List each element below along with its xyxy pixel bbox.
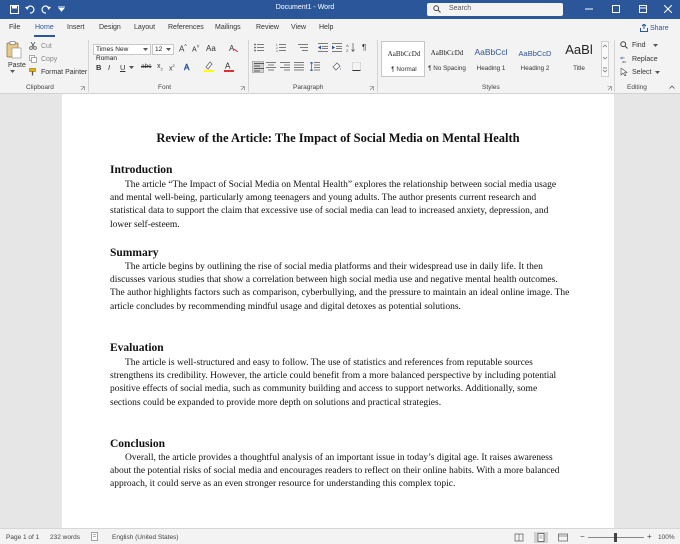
language-indicator[interactable]: English (United States) xyxy=(112,534,179,541)
chevron-down-icon xyxy=(653,44,658,47)
tab-layout[interactable]: Layout xyxy=(134,24,156,31)
tab-mailings[interactable]: Mailings xyxy=(215,24,241,31)
font-family-value: Times New Roman xyxy=(96,46,129,62)
minimize-button[interactable] xyxy=(583,3,595,15)
underline-icon[interactable]: U xyxy=(120,63,126,72)
paragraph-launcher-icon[interactable] xyxy=(369,86,374,91)
restore-button[interactable] xyxy=(610,3,622,15)
document-area xyxy=(0,94,680,528)
replace-icon xyxy=(620,55,628,63)
group-separator xyxy=(248,40,249,92)
replace-button[interactable] xyxy=(620,55,658,63)
style-no-spacing[interactable] xyxy=(425,41,469,77)
search-icon xyxy=(433,5,441,13)
subscript-icon[interactable]: $x_2$ xyxy=(157,63,163,72)
find-label: Find xyxy=(631,41,646,49)
style-preview: AaBl xyxy=(565,42,593,57)
style-heading-2[interactable] xyxy=(513,41,557,77)
style-preview: AaBbCcDd xyxy=(387,50,421,58)
align-right-icon[interactable] xyxy=(280,62,290,71)
underline-dropdown-icon[interactable] xyxy=(129,66,134,69)
undo-icon[interactable] xyxy=(24,3,36,15)
group-separator xyxy=(377,40,378,92)
search-icon xyxy=(620,41,628,49)
paste-dropdown-icon[interactable] xyxy=(10,70,15,73)
paste-label: Paste xyxy=(8,62,26,69)
scissors-icon xyxy=(29,42,37,50)
search-input[interactable] xyxy=(427,3,563,16)
font-family-select[interactable] xyxy=(93,44,151,62)
svg-text:ab: ab xyxy=(620,55,625,60)
style-heading-1[interactable] xyxy=(469,41,513,77)
grow-font-icon[interactable]: A^ xyxy=(179,44,187,54)
highlight-icon[interactable] xyxy=(204,61,214,72)
section-paragraph: Overall, the article provides a thoughtful analysis of an important issue in today’s digital age. It raises awareness about the potential risks of social media and encourages readers to reflect on their online habits. With a more balanced approach, it could serve as an even stronger resource for understanding this complex topic. xyxy=(110,453,560,490)
svg-text:ac: ac xyxy=(622,59,627,63)
section-heading: Introduction xyxy=(110,164,173,176)
copy-icon xyxy=(29,55,37,63)
paintbrush-icon xyxy=(29,68,37,76)
shrink-font-icon[interactable]: A˅ xyxy=(192,44,200,54)
font-size-select[interactable] xyxy=(152,44,174,55)
title-bar xyxy=(0,0,680,19)
superscript-icon[interactable]: $x^2$ xyxy=(169,63,175,73)
collapse-ribbon-icon[interactable] xyxy=(669,85,675,89)
section-heading: Conclusion xyxy=(110,438,165,450)
increase-indent-icon[interactable] xyxy=(332,43,342,52)
document-title-heading: Review of the Article: The Impact of Social Media on Mental Health xyxy=(156,131,520,145)
align-center-icon[interactable] xyxy=(266,62,276,71)
paste-button[interactable] xyxy=(6,41,22,59)
sort-icon[interactable] xyxy=(346,43,355,52)
numbering-icon[interactable] xyxy=(276,43,286,52)
format-painter-label: Format Painter xyxy=(40,68,88,76)
style-name: Heading 2 xyxy=(520,65,550,72)
style-preview: AaBbCcDd xyxy=(430,49,464,57)
styles-gallery-scroll[interactable] xyxy=(601,41,609,77)
search-placeholder: Search xyxy=(449,5,472,12)
style-preview: AaBbCcl xyxy=(474,47,508,57)
justify-icon[interactable] xyxy=(294,62,304,71)
clipboard-group-label: Clipboard xyxy=(26,84,54,91)
bullets-icon[interactable] xyxy=(254,43,264,52)
copy-button[interactable] xyxy=(29,55,57,63)
replace-label: Replace xyxy=(631,55,658,63)
zoom-out-button[interactable]: − xyxy=(580,532,585,541)
share-icon xyxy=(640,24,648,32)
tab-file[interactable]: File xyxy=(9,24,21,31)
section-heading: Summary xyxy=(110,247,159,259)
section-paragraph: The article is well-structured and easy to follow. The use of statistics and references from reputable sources strengthens its credibility. However, the article could benefit from a more balanced perspective by including potential positive effects of social media, such as community building and access to support networks. Additionally, some sections could be expanded to provide more depth on solutions and practical strategies. xyxy=(110,358,557,408)
cursor-icon xyxy=(620,68,628,76)
tab-view[interactable]: View xyxy=(291,24,307,31)
font-group-label: Font xyxy=(158,84,172,91)
document-page[interactable] xyxy=(62,94,614,528)
svg-text:3: 3 xyxy=(276,49,278,52)
svg-text:1: 1 xyxy=(276,43,278,47)
decrease-indent-icon[interactable] xyxy=(318,43,328,52)
select-label: Select xyxy=(631,68,652,76)
clear-formatting-icon[interactable] xyxy=(229,43,238,52)
tab-help[interactable]: Help xyxy=(319,24,334,31)
svg-text:Z: Z xyxy=(346,48,349,52)
group-separator xyxy=(614,40,615,92)
text-effects-icon[interactable] xyxy=(184,62,193,72)
chevron-down-icon xyxy=(143,48,148,51)
style-normal[interactable] xyxy=(381,41,425,77)
find-button[interactable] xyxy=(620,41,658,49)
style-preview: AaBbCcD xyxy=(518,49,552,58)
tab-references[interactable]: References xyxy=(168,24,204,31)
tab-review[interactable]: Review xyxy=(256,24,279,31)
close-button[interactable] xyxy=(662,3,674,15)
svg-text:A: A xyxy=(229,44,235,52)
tab-design[interactable]: Design xyxy=(99,24,121,31)
section-paragraph: The article begins by outlining the rise of social media platforms and their widespread use in daily life. It then discusses various studies that show a correlation between high social media use and negative mental health outcomes. The author highlights factors such as comparison, cyberbullying, and the pressure to maintain an ideal online image. The article concludes by recommending mindful usage and digital detoxes as potential solutions. xyxy=(110,262,570,312)
align-left-icon[interactable] xyxy=(252,61,264,73)
zoom-slider-thumb[interactable] xyxy=(614,533,617,542)
strikethrough-icon[interactable]: abc xyxy=(141,63,152,70)
tab-insert[interactable]: Insert xyxy=(67,24,85,31)
section-heading: Evaluation xyxy=(110,342,164,354)
redo-icon[interactable] xyxy=(40,3,52,15)
svg-text:2: 2 xyxy=(276,46,278,50)
paragraph-group-label: Paragraph xyxy=(293,84,324,91)
style-name: ¶ Normal xyxy=(391,66,417,73)
share-label: Share xyxy=(649,24,669,32)
change-case-icon[interactable]: Aa xyxy=(206,44,216,53)
svg-text:A: A xyxy=(346,43,349,48)
format-painter-button[interactable] xyxy=(29,68,87,76)
style-title[interactable] xyxy=(557,41,601,77)
group-separator xyxy=(88,40,89,92)
styles-launcher-icon[interactable] xyxy=(607,86,612,91)
bold-icon[interactable]: B xyxy=(96,63,102,72)
ribbon-display-icon[interactable] xyxy=(637,3,649,15)
cut-button[interactable] xyxy=(29,42,52,50)
shading-icon[interactable] xyxy=(332,62,342,71)
copy-label: Copy xyxy=(40,55,58,63)
tab-home[interactable]: Home xyxy=(35,24,54,31)
font-launcher-icon[interactable] xyxy=(240,86,245,91)
editing-group-label: Editing xyxy=(627,84,647,91)
document-title: Document1 - Word xyxy=(275,4,335,11)
show-formatting-marks-icon[interactable]: ¶ xyxy=(362,43,367,52)
save-icon[interactable] xyxy=(8,3,20,15)
print-layout-button[interactable] xyxy=(534,532,548,543)
style-name: Title xyxy=(573,65,585,72)
status-bar xyxy=(0,528,680,544)
styles-group-label: Styles xyxy=(482,84,500,91)
ribbon-tabs xyxy=(0,19,680,37)
svg-text:A: A xyxy=(184,63,190,72)
style-name: ¶ No Spacing xyxy=(428,65,466,72)
proofing-icon[interactable] xyxy=(91,532,100,541)
share-button[interactable] xyxy=(640,24,669,32)
clipboard-launcher-icon[interactable] xyxy=(80,86,85,91)
page-count[interactable]: Page 1 of 1 xyxy=(6,534,40,541)
customize-qat-icon[interactable] xyxy=(55,3,67,15)
read-mode-button[interactable] xyxy=(512,532,526,543)
word-count[interactable]: 232 words xyxy=(50,534,80,541)
paste-icon xyxy=(6,41,22,59)
style-name: Heading 1 xyxy=(476,65,506,72)
line-spacing-icon[interactable] xyxy=(310,62,320,71)
zoom-level[interactable]: 100% xyxy=(658,534,675,541)
italic-icon[interactable]: I xyxy=(108,63,111,72)
font-color-icon[interactable] xyxy=(224,61,234,72)
section-paragraph: The article “The Impact of Social Media on Mental Health” explores the relationship between social media usage and mental well-being, particularly among teenagers and young adults. The author presents current research and statistical data to support the claim that excessive use of social media can lead to increased anxiety, depression, and lower self-esteem. xyxy=(110,180,557,230)
chevron-down-icon xyxy=(655,71,660,74)
chevron-down-icon xyxy=(166,48,171,51)
select-button[interactable] xyxy=(620,68,660,76)
web-layout-button[interactable] xyxy=(556,532,570,543)
svg-text:A: A xyxy=(225,61,231,71)
multilevel-list-icon[interactable] xyxy=(298,43,308,52)
font-size-value: 12 xyxy=(155,46,163,53)
zoom-in-button[interactable]: + xyxy=(647,532,652,541)
borders-icon[interactable] xyxy=(352,62,361,71)
cut-label: Cut xyxy=(40,42,52,50)
